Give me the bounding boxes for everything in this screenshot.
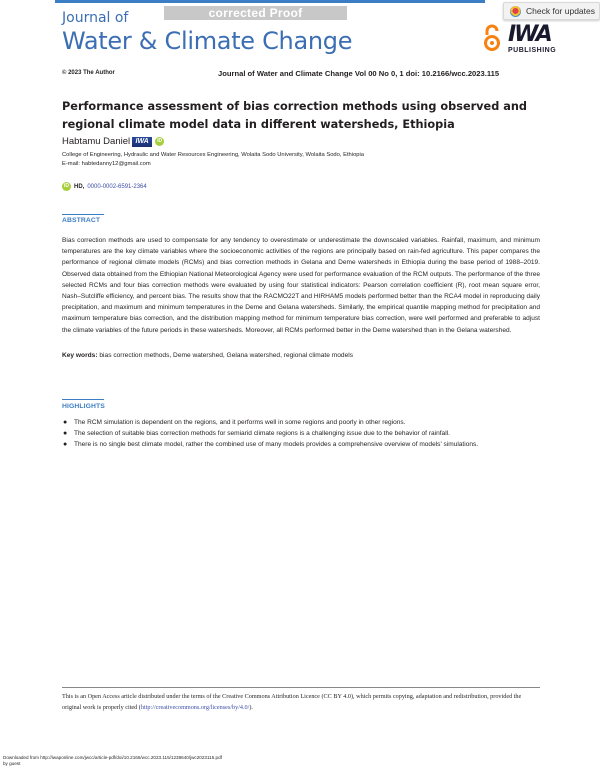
highlights-heading: HIGHLIGHTS xyxy=(62,403,105,410)
license-note xyxy=(62,691,540,713)
bullet-icon: ● xyxy=(63,430,68,438)
check-updates-label: Check for updates xyxy=(526,6,595,16)
highlight-item xyxy=(62,428,540,439)
citation-line: Journal of Water and Climate Change Vol 00 No 0, 1 doi: 10.2166/wcc.2023.115 xyxy=(218,69,500,78)
highlight-text: There is no single best climate model, rather the combined use of many models provides a comprehensive overview of models' simulations. xyxy=(74,441,479,449)
author-name[interactable]: Habtamu Daniel xyxy=(62,136,131,147)
keywords-label: Key words: xyxy=(62,352,98,359)
highlights-rule xyxy=(62,399,104,400)
highlight-text: The RCM simulation is dependent on the regions, and it performs well in some regions and poorly in other regions. xyxy=(74,419,406,426)
highlight-text: The selection of suitable bias correction methods for semiarid climate regions is a challenging issue due to the behavior of rainfall. xyxy=(74,430,450,438)
crossmark-icon xyxy=(510,6,521,17)
iwa-logo-subtext: PUBLISHING xyxy=(508,47,557,54)
footer-rule xyxy=(62,687,540,688)
highlights-list xyxy=(62,417,540,451)
orcid-link[interactable]: 0000-0002-6591-2364 xyxy=(87,183,147,190)
abstract-heading: ABSTRACT xyxy=(62,217,101,224)
abstract-rule xyxy=(62,214,104,215)
orcid-initials: HD, xyxy=(74,183,85,190)
orcid-icon[interactable]: iD xyxy=(157,138,163,144)
journal-title: Water & Climate Change xyxy=(62,27,353,55)
orcid-line xyxy=(62,182,147,191)
top-accent-bar xyxy=(55,0,485,3)
highlight-item xyxy=(62,439,540,450)
download-guest: by guest xyxy=(3,760,21,766)
corrected-proof-banner: corrected Proof xyxy=(164,6,347,20)
author-line xyxy=(62,136,164,147)
bullet-icon: ● xyxy=(63,441,68,449)
affiliation-block xyxy=(62,151,364,169)
orcid-icon: iD xyxy=(64,183,69,189)
iwa-publishing-logo xyxy=(508,24,558,58)
license-text: This is an Open Access article distributed under the terms of the Creative Commons Attribution Licence (CC BY 4.0), which permits copying, adaptation and redistribution, provided the original work is properly cited ( xyxy=(62,693,522,711)
open-access-icon xyxy=(483,24,501,52)
iwa-logo-text: IWA xyxy=(508,22,551,47)
affiliation: College of Engineering, Hydraulic and Water Resources Engineering, Wolaita Sodo University, Wolaita Sodo, Ethiopia xyxy=(62,152,365,158)
author-email[interactable]: E-mail: habtedanny12@gmail.com xyxy=(62,161,151,167)
license-link[interactable]: http://creativecommons.org/licenses/by/4.0/ xyxy=(140,704,250,711)
keywords-list: bias correction methods, Deme watershed, Gelana watershed, regional climate models xyxy=(99,352,354,359)
keywords xyxy=(62,352,353,359)
check-for-updates-button[interactable] xyxy=(503,2,600,20)
download-line: Downloaded from http://iwaponline.com/jwcc/article-pdf/doi/10.2166/wcc.2023.115/1238640/jwc2023115.pdf xyxy=(3,755,222,760)
article-title: Performance assessment of bias correction methods using observed and regional climate model data in different watersheds, Ethiopia xyxy=(62,100,527,131)
iwa-member-badge-icon: IWA xyxy=(132,137,152,147)
highlight-item xyxy=(62,417,540,428)
copyright: © 2023 The Author xyxy=(62,70,115,76)
download-notice xyxy=(3,755,222,766)
license-close: ). xyxy=(249,704,253,711)
journal-prefix: Journal of xyxy=(62,10,129,26)
bullet-icon: ● xyxy=(63,419,68,426)
abstract-text: Bias correction methods are used to compensate for any tendency to overestimate or underestimate the downscaled variables. Rainfall, maximum, and minimum temperatures are the key climate variables where the socioeconomic activities of the regions are principally based on rain-fed agriculture. This paper compares the performance of regional climate models (RCMs) and bias correction methods in Gelana and Deme watersheds in Ethiopia during the base period of 1988–2019. Observed data obtained from the Ethiopian National Meteorological Agency were used for performance evaluation of the RCM outputs. The performance of the three selected RCMs and four bias correction methods were evaluated by using four statistical indicators: Pearson correlation coefficient (R), root mean square error, Nash–Sutcliffe efficiency, and percent bias. The results show that the RACMO22T and HIRHAM5 models performed better than the RCA4 model in reproducing daily precipitation, and maximum and minimum temperatures in the Deme and Gelana watersheds. Similarly, the empirical quantile mapping method for precipitation and maximum temperature bias correction, and the distribution mapping method for minimum temperature bias correction, were well performed and preferable to adjust the climate variables of the future periods in these watersheds. Moreover, all RCMs performed better in the Deme watershed than in the Gelana watershed. xyxy=(62,237,540,334)
